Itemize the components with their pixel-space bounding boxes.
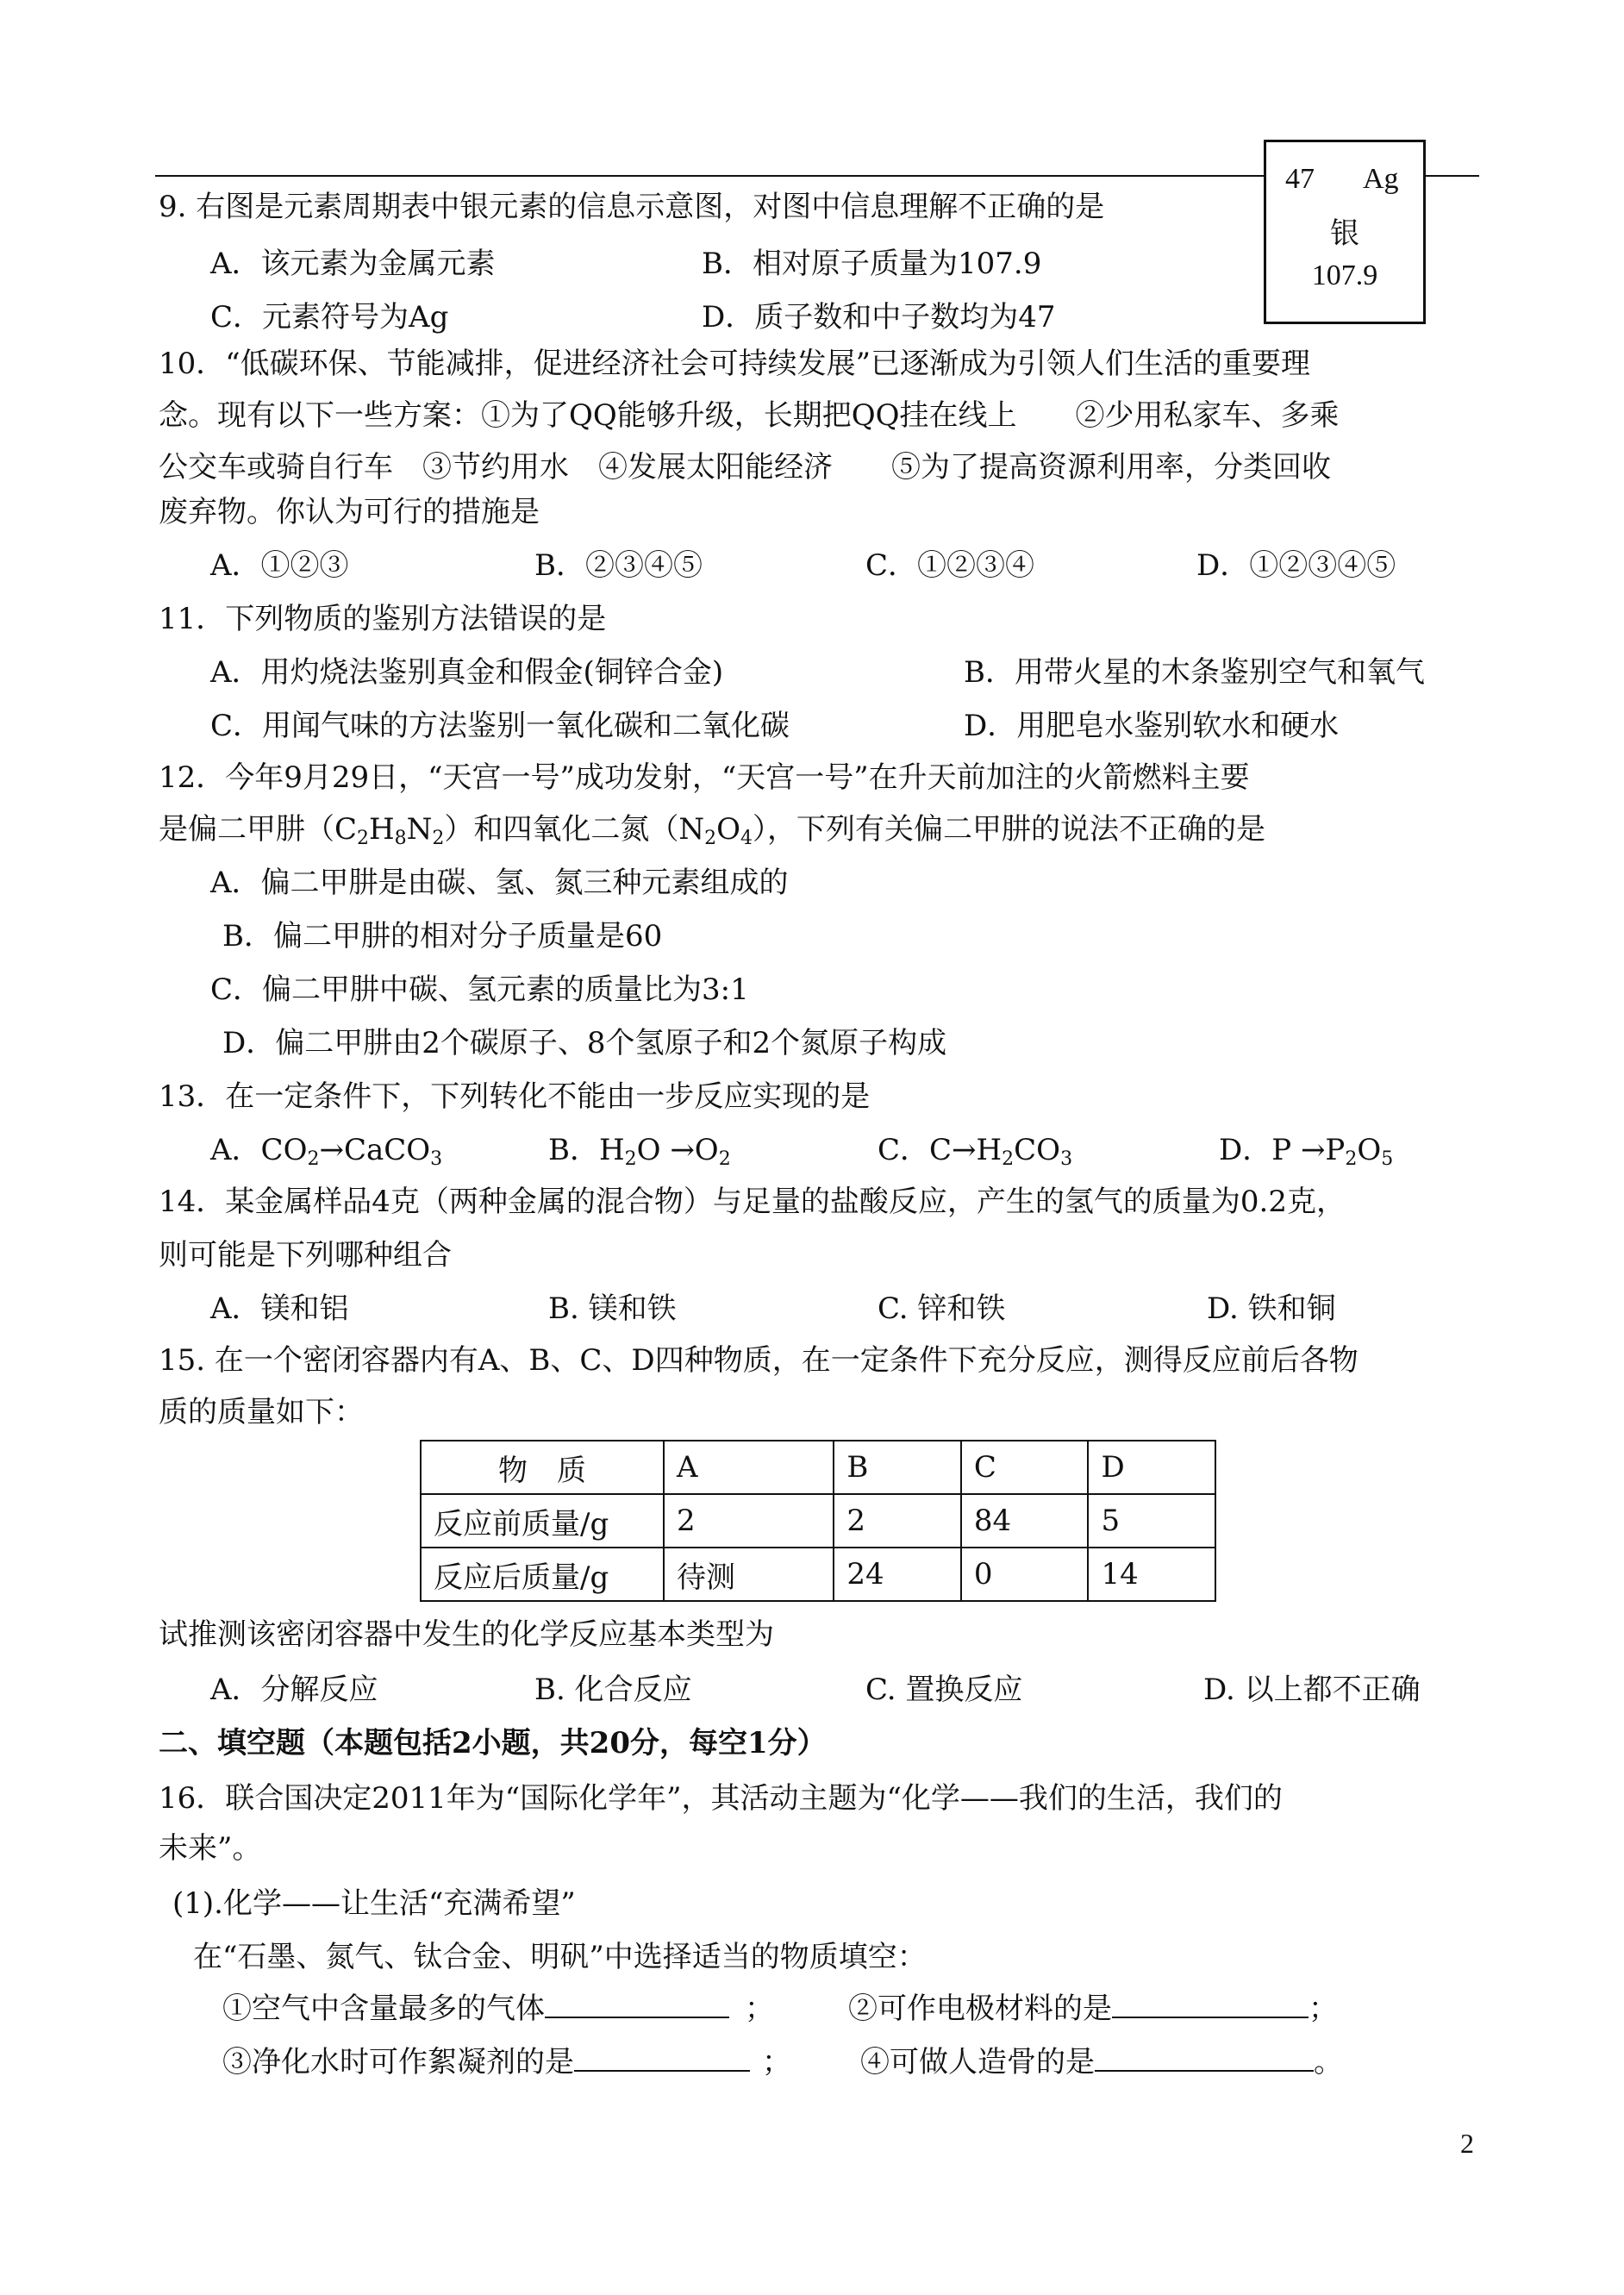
q10-line-3: 公交车或骑自行车 ③节约用水 ④发展太阳能经济 ⑤为了提高资源利用率，分类回收 [159, 450, 1331, 485]
atomic-mass: 107.9 [1311, 260, 1378, 291]
element-name: 银 [1330, 218, 1359, 250]
mass-table [420, 1440, 1216, 1602]
table-cell: 反应前质量/g [421, 1494, 664, 1548]
table-cell: 14 [1088, 1548, 1215, 1601]
table-cell: 24 [834, 1548, 961, 1601]
q14-option-a: A．镁和铝 [210, 1291, 349, 1326]
q11-option-d: D．用肥皂水鉴别软水和硬水 [964, 709, 1340, 743]
q9-option-b: B．相对原子质量为107.9 [702, 247, 1042, 281]
table-header-cell: C [961, 1441, 1089, 1494]
table-row [421, 1494, 1215, 1548]
header-rule-left [155, 175, 1264, 177]
q16-fill-4: ④可做人造骨的是 。 [860, 2045, 1343, 2079]
q11-option-c: C．用闻气味的方法鉴别一氧化碳和二氧化碳 [210, 709, 790, 743]
q16-line-1: 16．联合国决定2011年为“国际化学年”，其活动主题为“化学——我们的生活，我们的 [159, 1781, 1283, 1816]
table-cell: 反应后质量/g [421, 1548, 664, 1601]
silver-element-card [1264, 140, 1426, 324]
page-number: 2 [1460, 2128, 1474, 2159]
q10-line-2: 念。现有以下一些方案：①为了QQ能够升级，长期把QQ挂在线上 ②少用私家车、多乘 [159, 398, 1340, 433]
q12-option-c: C．偏二甲肼中碳、氢元素的质量比为3:1 [210, 972, 749, 1007]
q14-option-d: D. 铁和铜 [1207, 1291, 1336, 1326]
q10-line-4: 废弃物。你认为可行的措施是 [159, 495, 540, 529]
q16-instructions: 在“石墨、氮气、钛合金、明矾”中选择适当的物质填空： [193, 1940, 927, 1974]
q15-option-d: D. 以上都不正确 [1203, 1673, 1421, 1707]
q12-option-a: A．偏二甲肼是由碳、氢、氮三种元素组成的 [210, 866, 789, 900]
table-cell: 待测 [664, 1548, 834, 1601]
table-header-cell: 物 质 [421, 1441, 664, 1494]
q11-stem: 11．下列物质的鉴别方法错误的是 [159, 602, 607, 636]
q13-option-d: D．$P \to P_2O_5$ [1219, 1133, 1394, 1170]
q11-option-b: B．用带火星的木条鉴别空气和氧气 [964, 655, 1425, 690]
table-cell: 5 [1088, 1494, 1215, 1548]
table-cell: 84 [961, 1494, 1089, 1548]
q13-option-b: B．$H_2O \to O_2$ [548, 1133, 731, 1170]
table-row [421, 1548, 1215, 1601]
q13-option-c: C．$C\to H_2CO_3$ [878, 1133, 1073, 1170]
table-row [421, 1441, 1215, 1494]
table-header-cell: B [834, 1441, 961, 1494]
q10-option-b: B．②③④⑤ [534, 548, 703, 583]
section-2-title: 二、填空题（本题包括2小题，共20分，每空1分） [159, 1726, 827, 1760]
q16-fill-1: ①空气中含量最多的气体 ； [222, 1992, 774, 2026]
q12-option-d: D．偏二甲肼由2个碳原子、8个氢原子和2个氮原子构成 [222, 1026, 947, 1060]
q15-line-2: 质的质量如下： [159, 1395, 364, 1429]
q15-option-b: B. 化合反应 [534, 1673, 692, 1707]
q9-option-a: A．该元素为金属元素 [210, 247, 496, 281]
q14-option-b: B. 镁和铁 [548, 1291, 677, 1326]
q13-stem: 13．在一定条件下，下列转化不能由一步反应实现的是 [159, 1079, 871, 1114]
answer-blank[interactable] [545, 1991, 729, 2018]
q15-line-3: 试推测该密闭容器中发生的化学反应基本类型为 [159, 1617, 774, 1652]
header-rule-right [1426, 175, 1479, 177]
q12-line-1: 12．今年9月29日，“天宫一号”成功发射，“天宫一号”在升天前加注的火箭燃料主要 [159, 760, 1250, 795]
answer-blank[interactable] [574, 2044, 750, 2072]
answer-blank[interactable] [1112, 1991, 1309, 2018]
q14-line-1: 14．某金属样品4克（两种金属的混合物）与足量的盐酸反应，产生的氢气的质量为0.2克， [159, 1185, 1346, 1219]
q9-stem: 9. 右图是元素周期表中银元素的信息示意图，对图中信息理解不正确的是 [159, 190, 1105, 224]
q10-option-d: D．①②③④⑤ [1196, 548, 1396, 583]
q13-option-a: A．$CO_2\to CaCO_3$ [210, 1133, 443, 1170]
table-header-cell: A [664, 1441, 834, 1494]
q14-option-c: C. 锌和铁 [878, 1291, 1006, 1326]
q15-option-c: C. 置换反应 [865, 1673, 1023, 1707]
q16-fill-2: ②可作电极材料的是 ； [848, 1992, 1338, 2026]
table-cell: 0 [961, 1548, 1089, 1601]
q10-line-1: 10．“低碳环保、节能减排，促进经济社会可持续发展”已逐渐成为引领人们生活的重要理 [159, 347, 1311, 381]
q10-option-a: A．①②③ [210, 548, 349, 583]
q15-option-a: A．分解反应 [210, 1673, 378, 1707]
atomic-number: 47 [1285, 163, 1315, 195]
q16-fill-3: ③净化水时可作絮凝剂的是 ； [222, 2045, 791, 2079]
q14-line-2: 则可能是下列哪种组合 [159, 1238, 452, 1273]
q9-option-c: C．元素符号为Ag [210, 300, 449, 335]
q16-part-1: (1).化学——让生活“充满希望” [172, 1886, 576, 1921]
answer-blank[interactable] [1095, 2044, 1314, 2072]
q10-option-c: C．①②③④ [865, 548, 1035, 583]
element-symbol: Ag [1363, 163, 1399, 195]
q12-option-b: B．偏二甲肼的相对分子质量是60 [222, 919, 663, 954]
q15-line-1: 15. 在一个密闭容器内有A、B、C、D四种物质，在一定条件下充分反应，测得反应前后各物 [159, 1343, 1359, 1378]
table-cell: 2 [834, 1494, 961, 1548]
table-cell: 2 [664, 1494, 834, 1548]
q16-line-2: 未来”。 [159, 1831, 262, 1866]
table-header-cell: D [1088, 1441, 1215, 1494]
q11-option-a: A．用灼烧法鉴别真金和假金(铜锌合金) [210, 655, 724, 690]
q12-line-2: 是偏二甲肼$(C_2H_8N_2)$和四氧化二氮$(N_2O_4)$，下列有关偏二甲肼的说法不正确的是 [159, 812, 1266, 849]
q9-option-d: D．质子数和中子数均为47 [702, 300, 1056, 335]
